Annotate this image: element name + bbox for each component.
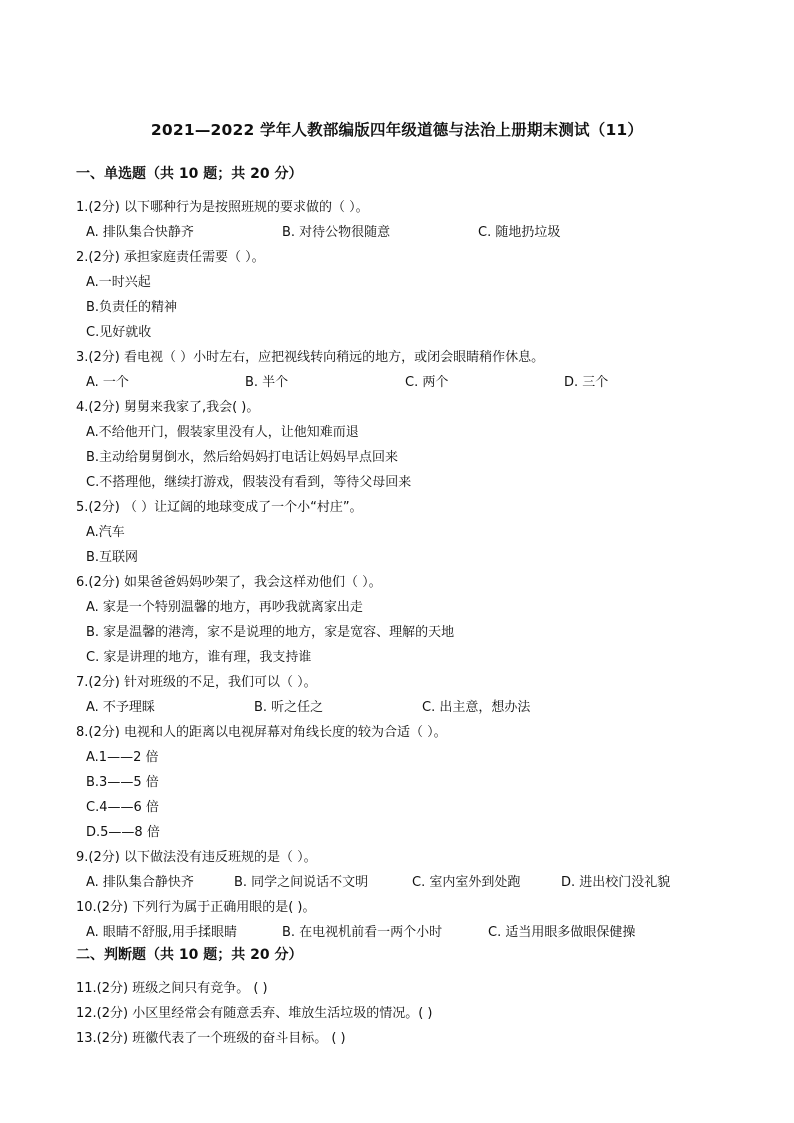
question-10-option-b: B. 在电视机前看一两个小时 — [282, 925, 443, 940]
question-4: 4.(2分) 舅舅来我家了,我会( )。 — [76, 400, 260, 415]
question-10-option-a: A. 眼睛不舒服,用手揉眼睛 — [86, 925, 238, 940]
question-1-option-a: A. 排队集合快静齐 — [86, 225, 194, 240]
question-7-option-a: A. 不予理睬 — [86, 700, 155, 715]
question-5-option-a: A.汽车 — [86, 525, 125, 540]
question-2-option-b: B.负责任的精神 — [86, 300, 178, 315]
question-8-option-b: B.3——5 倍 — [86, 775, 159, 790]
question-13: 13.(2分) 班徽代表了一个班级的奋斗目标。 ( ) — [76, 1031, 346, 1046]
question-10-option-c: C. 适当用眼多做眼保健操 — [488, 925, 636, 940]
question-7: 7.(2分) 针对班级的不足，我们可以（ ）。 — [76, 675, 317, 690]
question-4-option-b: B.主动给舅舅倒水，然后给妈妈打电话让妈妈早点回来 — [86, 450, 399, 465]
question-6: 6.(2分) 如果爸爸妈妈吵架了，我会这样劝他们（ ）。 — [76, 575, 382, 590]
question-3-option-c: C. 两个 — [405, 375, 449, 390]
question-7-option-b: B. 听之任之 — [254, 700, 324, 715]
question-3-option-d: D. 三个 — [564, 375, 609, 390]
question-8-option-a: A.1——2 倍 — [86, 750, 159, 765]
question-11: 11.(2分) 班级之间只有竞争。 ( ) — [76, 981, 268, 996]
question-2: 2.(2分) 承担家庭责任需要（ ）。 — [76, 250, 265, 265]
question-3: 3.(2分) 看电视（ ）小时左右，应把视线转向稍远的地方，或闭会眼睛稍作休息。 — [76, 350, 545, 365]
question-9: 9.(2分) 以下做法没有违反班规的是（ ）。 — [76, 850, 317, 865]
question-3-option-b: B. 半个 — [245, 375, 289, 390]
question-4-option-a: A.不给他开门，假装家里没有人，让他知难而退 — [86, 425, 359, 440]
question-12: 12.(2分) 小区里经常会有随意丢弃、堆放生活垃圾的情况。( ) — [76, 1006, 433, 1021]
question-2-option-c: C.见好就收 — [86, 325, 152, 340]
question-4-option-c: C.不搭理他，继续打游戏，假装没有看到，等待父母回来 — [86, 475, 412, 490]
question-6-option-a: A. 家是一个特别温馨的地方，再吵我就离家出走 — [86, 600, 363, 615]
question-5: 5.(2分) （ ）让辽阔的地球变成了一个小“村庄”。 — [76, 500, 363, 515]
document-title: 2021—2022 学年人教部编版四年级道德与法治上册期末测试（11） — [150, 121, 644, 139]
question-2-option-a: A.一时兴起 — [86, 275, 151, 290]
question-1-option-b: B. 对待公物很随意 — [282, 225, 391, 240]
question-5-option-b: B.互联网 — [86, 550, 139, 565]
question-9-option-b: B. 同学之间说话不文明 — [234, 875, 369, 890]
question-9-option-d: D. 进出校门没礼貌 — [561, 875, 671, 890]
question-3-option-a: A. 一个 — [86, 375, 129, 390]
question-6-option-b: B. 家是温馨的港湾，家不是说理的地方，家是宽容、理解的天地 — [86, 625, 455, 640]
question-1-option-c: C. 随地扔垃圾 — [478, 225, 561, 240]
question-1: 1.(2分) 以下哪种行为是按照班规的要求做的（ ）。 — [76, 200, 369, 215]
question-7-option-c: C. 出主意，想办法 — [422, 700, 531, 715]
section-single-choice-heading: 一、单选题（共 10 题；共 20 分） — [76, 166, 303, 182]
question-8-option-d: D.5——8 倍 — [86, 825, 160, 840]
section-true-false-heading: 二、判断题（共 10 题；共 20 分） — [76, 947, 303, 963]
question-9-option-a: A. 排队集合静快齐 — [86, 875, 194, 890]
question-8: 8.(2分) 电视和人的距离以电视屏幕对角线长度的较为合适（ ）。 — [76, 725, 447, 740]
question-10: 10.(2分) 下列行为属于正确用眼的是( )。 — [76, 900, 316, 915]
question-8-option-c: C.4——6 倍 — [86, 800, 159, 815]
question-6-option-c: C. 家是讲理的地方，谁有理，我支持谁 — [86, 650, 312, 665]
question-9-option-c: C. 室内室外到处跑 — [412, 875, 521, 890]
